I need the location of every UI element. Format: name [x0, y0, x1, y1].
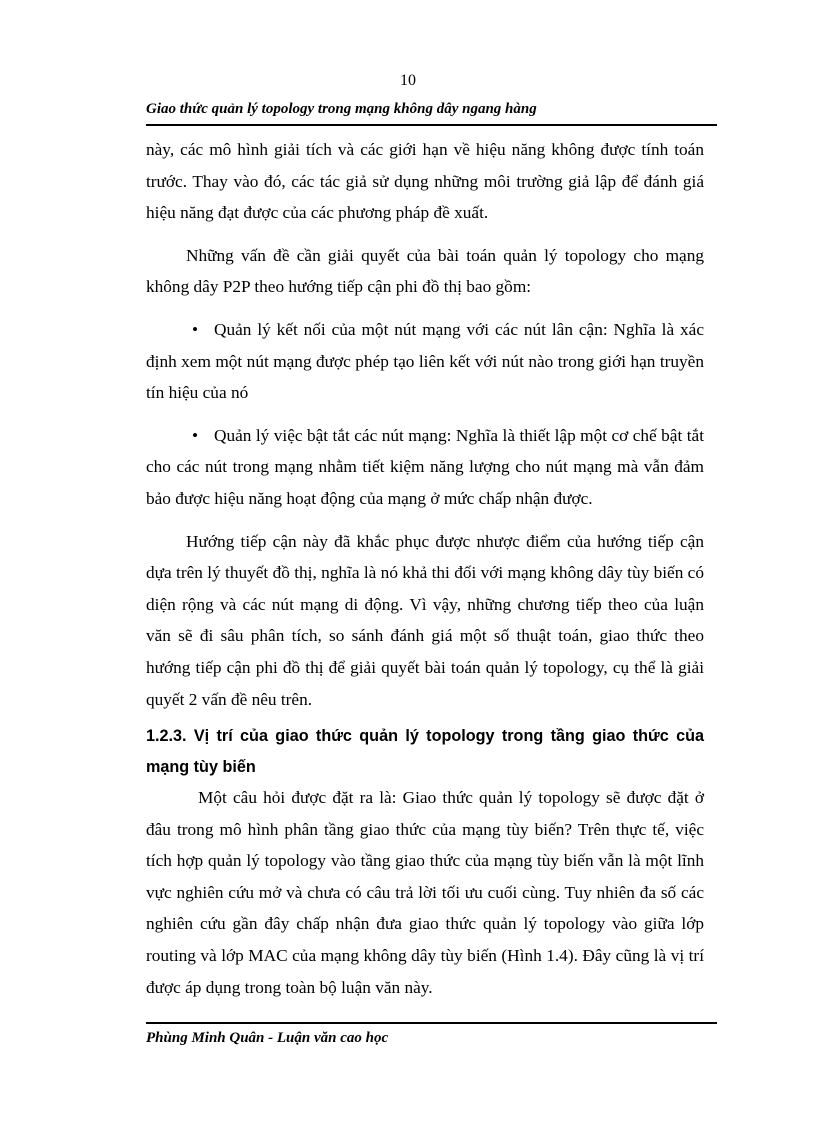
bullet-text: Quản lý kết nối của một nút mạng với các nút lân cận: Nghĩa là xác định xem một nút mạng được phép tạo liên kết với nút nào trong giới hạn truyền tín hiệu của nó — [146, 319, 704, 403]
footer-divider — [146, 1022, 717, 1024]
bullet-icon: • — [192, 425, 199, 445]
paragraph-continuation: này, các mô hình giải tích và các giới hạn về hiệu năng không được tính toán trước. Thay vào đó, các tác giả sử dụng những môi trường giả lập để đánh giá hiệu năng đạt được của các phương pháp đề xuất. — [146, 140, 704, 223]
bullet-icon: • — [192, 319, 199, 339]
section-heading: 1.2.3. Vị trí của giao thức quản lý topology trong tầng giao thức của mạng tùy biến — [146, 727, 704, 776]
page-number: 10 — [400, 72, 416, 89]
bullet-item-connection-management — [146, 314, 704, 409]
paragraph-approach-advantages: Hướng tiếp cận này đã khắc phục được nhược điểm của hướng tiếp cận dựa trên lý thuyết đồ thị, nghĩa là nó khả thi đối với mạng không dây tùy biến có diện rộng và các nút mạng di động. Vì vậy, những chương tiếp theo của luận văn sẽ đi sâu phân tích, so sánh đánh giá một số thuật toán, giao thức theo hướng tiếp cận phi đồ thị để giải quyết bài toán quản lý topology, cụ thể là giải quyết 2 vấn đề nêu trên. — [146, 531, 704, 709]
bullet-item-power-management — [146, 420, 704, 515]
header-divider — [146, 124, 717, 126]
page-footer: Phùng Minh Quân - Luận văn cao học — [146, 1030, 389, 1046]
bullet-text: Quản lý việc bật tắt các nút mạng: Nghĩa là thiết lập một cơ chế bật tắt cho các nút trong mạng nhằm tiết kiệm năng lượng cho nút mạng mà vẫn đảm bảo được hiệu năng hoạt động của mạng ở mức chấp nhận được. — [146, 425, 704, 508]
page-body — [146, 134, 704, 1003]
running-header: Giao thức quản lý topology trong mạng không dây ngang hàng — [146, 101, 537, 117]
paragraph-problems-intro: Những vấn đề cần giải quyết của bài toán quản lý topology cho mạng không dây P2P theo hướng tiếp cận phi đồ thị bao gồm: — [146, 245, 704, 297]
paragraph-protocol-position: Một câu hỏi được đặt ra là: Giao thức quản lý topology sẽ được đặt ở đâu trong mô hình phân tầng giao thức của mạng tùy biến? Trên thực tế, việc tích hợp quản lý topology vào tầng giao thức của mạng tùy biến vẫn là một lĩnh vực nghiên cứu mở và chưa có câu trả lời tối ưu cuối cùng. Tuy nhiên đa số các nghiên cứu gần đây chấp nhận đưa giao thức quản lý topology vào giữa lớp routing và lớp MAC của mạng không dây tùy biến (Hình 1.4). Đây cũng là vị trí được áp dụng trong toàn bộ luận văn này. — [146, 788, 704, 997]
